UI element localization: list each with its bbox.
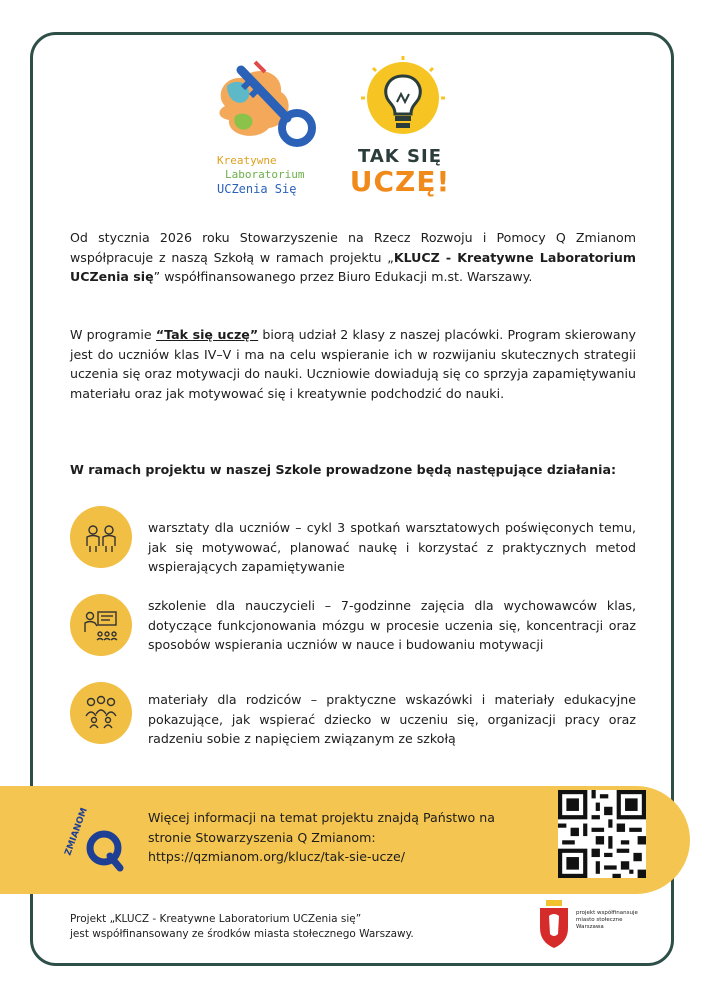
q-zmianom-logo-icon (62, 800, 142, 880)
warszawa-cofinancing-logo: projekt współfinansuje miasto stołeczne Warszawa (536, 898, 646, 954)
program-name: “Tak się uczę” (155, 327, 259, 342)
qr-code-icon[interactable] (558, 790, 646, 878)
intro-paragraph-1: Od stycznia 2026 roku Stowarzyszenie na Rzecz Rozwoju i Pomocy Q Zmianom współpracuje z naszą Szkołą w ramach projektu „KLUCZ - Kreatywne Laboratorium UCZenia się” współfinansowanego przez Biuro Edukacji m.st. Warszawy. (70, 230, 636, 284)
warszawa-crest-icon (536, 898, 572, 950)
svg-text:ZMIANOM: ZMIANOM (63, 806, 90, 858)
activity-parents-text: materiały dla rodziców – praktyczne wskazówki i materiały edukacyjne pokazujące, jak wspierać dziecko w uczeniu się, organizacji pracy oraz radzeniu sobie z napięciem związanym ze szkołą (148, 692, 636, 746)
family-icon (70, 682, 132, 744)
teacher-icon (70, 594, 132, 656)
intro-paragraph-2: W programie “Tak się uczę” biorą udział 2 klasy z naszej placówki. Program skierowany jest do uczniów klas IV–V i ma na celu wspieranie ich w rozwijaniu skutecznych strategii uczenia się oraz motywacji do nauki. Uczniowie dowiadują się co sprzyja zapamiętywaniu materiału oraz jak motywować się i kreatywnie podchodzić do nauki. (70, 327, 637, 401)
banner-info-text: Więcej informacji na temat projektu znajdą Państwo na stronie Stowarzyszenia Q Zmianom: https://qzmianom.org/klucz/tak-sie-ucze/ (148, 810, 495, 864)
students-icon (70, 506, 132, 568)
footer-cofinancing-text: Projekt „KLUCZ - Kreatywne Laboratorium UCZenia się” jest współfinansowany ze środków miasta stołecznego Warszawy. (70, 913, 414, 940)
activities-heading: W ramach projektu w naszej Szkole prowadzone będą następujące działania: (70, 462, 616, 477)
activity-students-text: warsztaty dla uczniów – cykl 3 spotkań warsztatowych poświęconych temu, jak się motywować, planować naukę i korzystać z praktycznych metod wspierających zapamiętywanie (148, 520, 636, 574)
activity-teachers-text: szkolenie dla nauczycieli – 7-godzinne zajęcia dla wychowawców klas, dotyczące funkcjonowania mózgu w procesie uczenia się, koncentracji oraz sposobów wspierania uczniów w nauce i budowaniu motywacji (148, 598, 636, 652)
klucz-logo-text: Kreatywne Laboratorium UCZenia Się (217, 154, 305, 196)
project-url-link[interactable]: https://qzmianom.org/klucz/tak-sie-ucze/ (148, 849, 405, 864)
tak-sie-ucze-logo-text: TAK SIĘ UCZĘ! (349, 146, 451, 198)
